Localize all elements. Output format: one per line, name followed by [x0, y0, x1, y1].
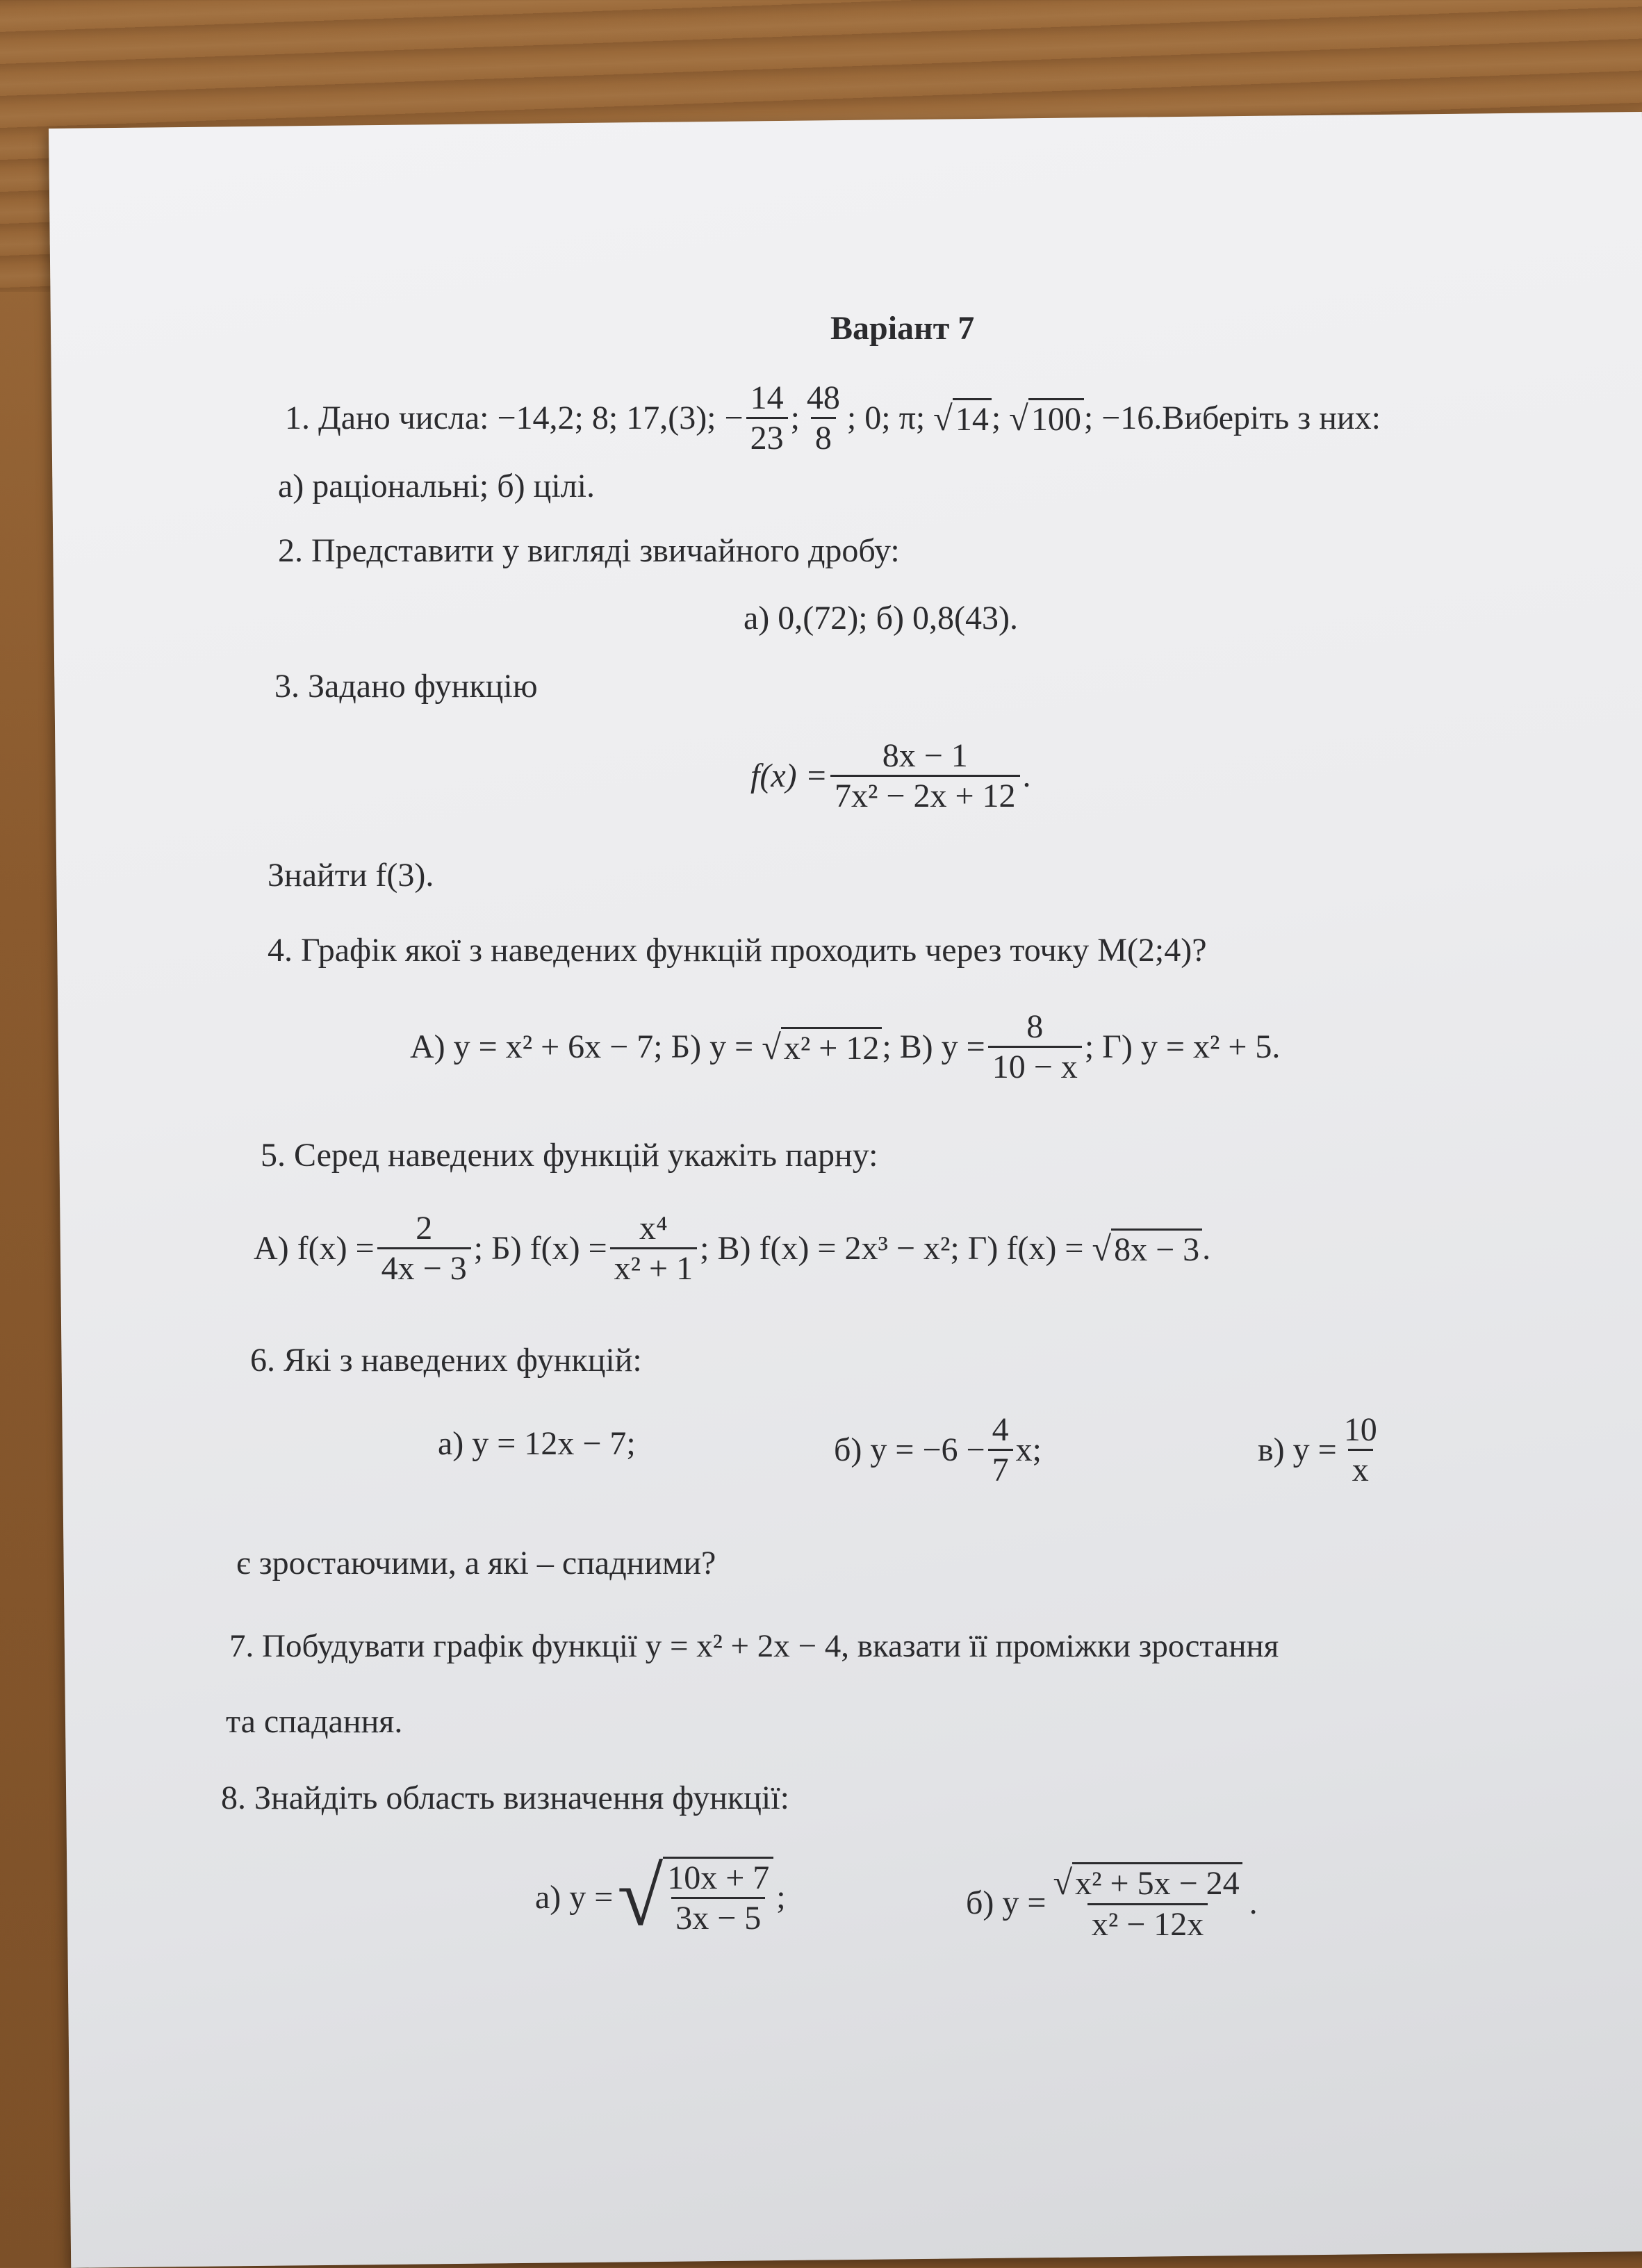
q5-fraction-a [377, 1209, 471, 1288]
q1-middle: ; 0; π; [846, 400, 934, 437]
q3-fraction [830, 737, 1020, 815]
q1-root-1: 14 [953, 398, 992, 438]
q8-b-num: x² + 5x − 24 [1072, 1862, 1242, 1903]
q4-fraction [988, 1008, 1082, 1086]
sqrt-sign-icon: √ [933, 398, 953, 438]
q3-num: 8x − 1 [882, 737, 968, 774]
q8-a-den: 3x − 5 [671, 1897, 765, 1937]
q4-den: 10 − x [988, 1046, 1082, 1086]
sqrt-sign-icon: √ [1092, 1228, 1112, 1268]
q2-sub: а) 0,(72); б) 0,8(43). [744, 600, 1018, 636]
question-2: 2. Представити у вигляді звичайного дробу: [278, 532, 900, 569]
q4-num: 8 [1026, 1008, 1044, 1045]
q1-sep: ; [991, 400, 1010, 437]
q5-a-lead: А) f(x) = [254, 1230, 375, 1267]
q6-a: а) y = 12x − 7; [438, 1425, 636, 1462]
q5-a-num: 2 [416, 1210, 433, 1247]
q1-fraction-2-num: 48 [806, 379, 840, 416]
q5-fraction-b [610, 1209, 697, 1288]
q1-tail: ; −16.Виберіть з них: [1083, 400, 1381, 437]
sqrt-sign-icon: √ [1009, 398, 1028, 438]
q4-d: ; Г) y = x² + 5. [1084, 1028, 1281, 1066]
q6-b-num: 4 [992, 1411, 1009, 1448]
q1-fraction-1-den: 23 [746, 417, 788, 457]
q5-b-lead: ; Б) f(x) = [473, 1230, 607, 1267]
q1-fraction-2 [803, 379, 844, 457]
q8-b-lead: б) y = [966, 1884, 1046, 1922]
q1-sub: а) раціональні; б) цілі. [278, 468, 595, 504]
q5-d-radicand: 8x − 3 [1111, 1228, 1202, 1269]
q6-c-num: 10 [1343, 1411, 1377, 1448]
q4-a: А) y = x² + 6x − 7; Б) y = [410, 1028, 762, 1066]
q6-after: є зростаючими, а які – спадними? [236, 1545, 716, 1581]
q1-semicolon: ; [790, 400, 800, 437]
q6-c-lead: в) y = [1258, 1431, 1337, 1469]
question-1 [285, 379, 1381, 457]
question-8: 8. Знайдіть область визначення функції: [221, 1780, 789, 1816]
q8-a [535, 1850, 786, 1943]
q1-root-2: 100 [1028, 398, 1084, 438]
q6-fraction-b [988, 1411, 1013, 1489]
q4-b-radicand: x² + 12 [781, 1027, 882, 1067]
sqrt-sign-icon: √ [617, 1850, 664, 1943]
q8-a-num: 10x + 7 [667, 1859, 770, 1896]
q3-lhs: f(x) = [750, 757, 828, 795]
q4-options [410, 1008, 1280, 1086]
q1-fraction-1 [746, 379, 788, 457]
q6-b-tail: x; [1015, 1431, 1042, 1469]
question-7: 7. Побудувати графік функції y = x² + 2x − 4, вказати її проміжки зростання [229, 1628, 1279, 1664]
q5-end: . [1202, 1230, 1211, 1267]
q1-fraction-2-den: 8 [811, 417, 836, 457]
q6-b [834, 1411, 1042, 1489]
q8-fraction-b [1049, 1862, 1246, 1944]
q3-find: Знайти f(3). [268, 857, 434, 894]
q4-c-lead: ; В) y = [882, 1028, 985, 1066]
q5-b-num: x⁴ [639, 1210, 668, 1247]
q8-b-end: . [1249, 1884, 1258, 1922]
q5-a-den: 4x − 3 [377, 1247, 471, 1288]
q3-den: 7x² − 2x + 12 [830, 775, 1020, 815]
q8-b [966, 1862, 1258, 1944]
page-title: Варіант 7 [830, 310, 975, 347]
q6-b-lead: б) y = −6 − [834, 1431, 985, 1469]
q6-b-den: 7 [988, 1449, 1013, 1489]
question-3: 3. Задано функцію [274, 668, 538, 705]
q5-c: ; В) f(x) = 2x³ − x²; Г) f(x) = [700, 1230, 1092, 1267]
q5-b-den: x² + 1 [610, 1247, 697, 1288]
question-4: 4. Графік якої з наведених функцій проходить через точку M(2;4)? [268, 932, 1207, 969]
q8-b-den: x² − 12x [1087, 1903, 1208, 1944]
q3-formula [750, 737, 1031, 815]
q6-fraction-c [1340, 1411, 1381, 1489]
question-5: 5. Серед наведених функцій укажіть парну: [261, 1137, 878, 1174]
q5-options [254, 1209, 1210, 1288]
q8-fraction-a [663, 1857, 773, 1937]
sqrt-sign-icon: √ [1053, 1863, 1073, 1902]
q6-c-den: x [1348, 1449, 1373, 1489]
q8-a-lead: а) y = [535, 1878, 614, 1916]
q1-lead: 1. Дано числа: −14,2; 8; 17,(3); − [285, 400, 744, 437]
q6-c [1258, 1411, 1384, 1489]
q3-period: . [1022, 757, 1031, 795]
q8-b-num-wrap [1049, 1862, 1246, 1903]
q1-fraction-1-num: 14 [750, 379, 784, 416]
q7-cont: та спадання. [226, 1703, 403, 1740]
q8-a-end: ; [776, 1878, 786, 1916]
sqrt-sign-icon: √ [762, 1027, 781, 1067]
question-6: 6. Які з наведених функцій: [250, 1342, 642, 1379]
